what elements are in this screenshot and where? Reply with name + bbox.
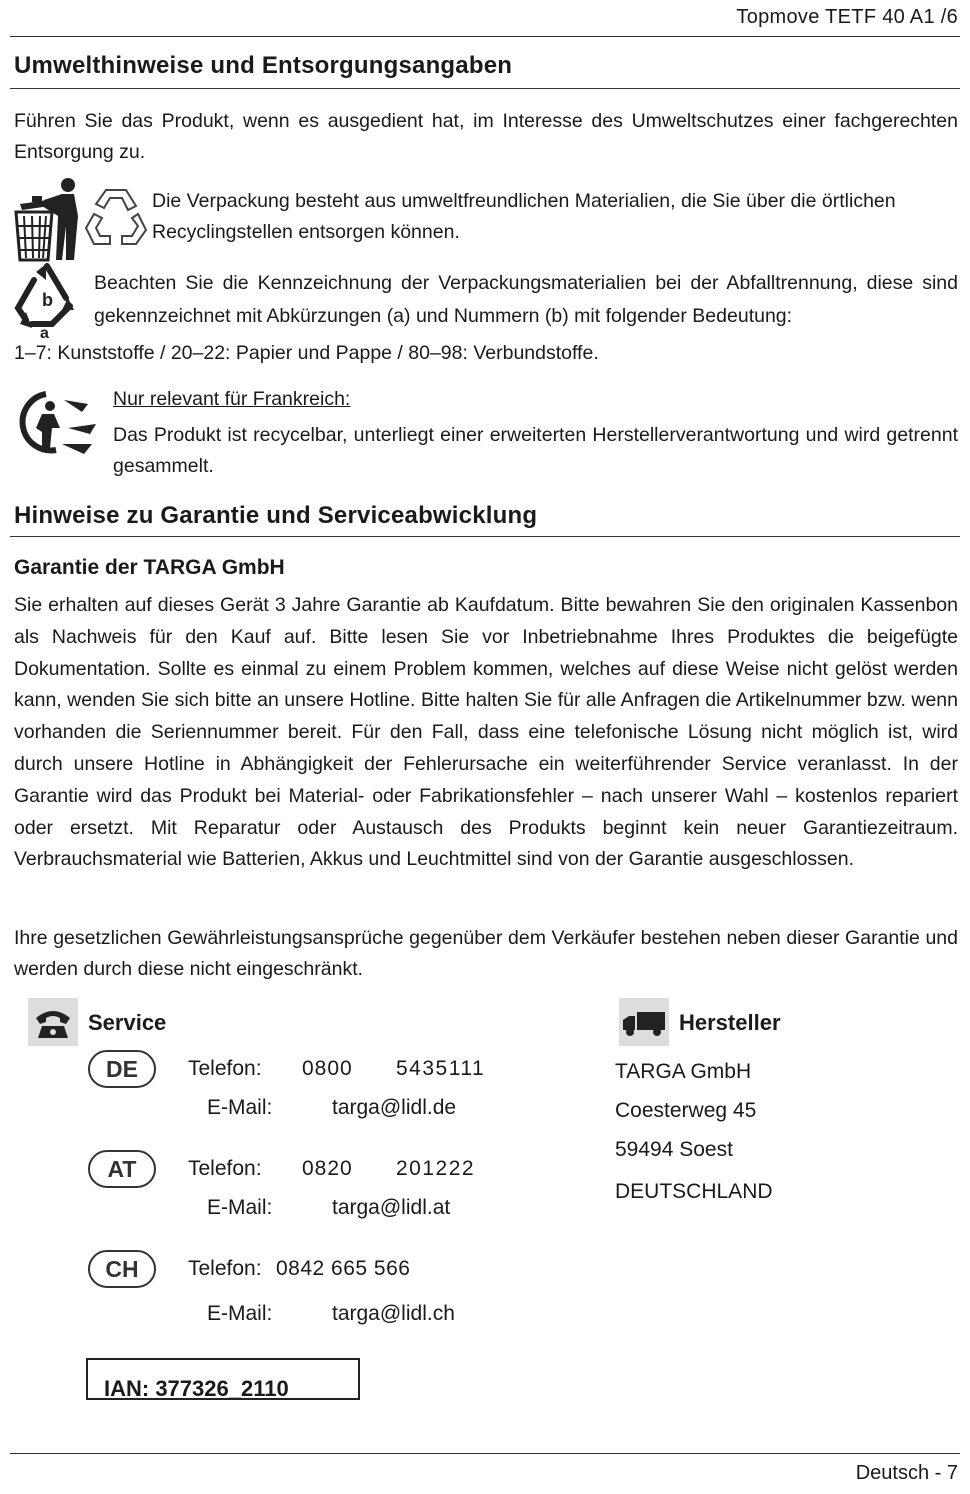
country-badge-at: AT bbox=[88, 1150, 156, 1188]
phone-label: Telefon: bbox=[188, 1057, 262, 1080]
header-rule bbox=[10, 36, 960, 37]
manufacturer-line: DEUTSCHLAND bbox=[615, 1180, 773, 1203]
manufacturer-line: TARGA GmbH bbox=[615, 1060, 752, 1083]
country-badge-ch: CH bbox=[88, 1250, 156, 1288]
france-text: Das Produkt ist recycelbar, unterliegt einer erweiterten Herstellerverantwortung und wird getrennt gesammelt. bbox=[113, 424, 958, 477]
recycling-code-icon bbox=[12, 262, 82, 340]
country-badge-de: DE bbox=[88, 1050, 156, 1088]
truck-icon bbox=[619, 998, 669, 1046]
email-label: E-Mail: bbox=[207, 1196, 273, 1219]
phone-prefix: 0820 bbox=[302, 1157, 353, 1180]
phone-icon bbox=[28, 998, 78, 1046]
phone-number: 201222 bbox=[396, 1157, 476, 1180]
recycle-code-b: b bbox=[42, 290, 53, 310]
email-label: E-Mail: bbox=[207, 1302, 273, 1325]
service-title: Service bbox=[88, 1010, 167, 1035]
warranty-subtitle: Garantie der TARGA GmbH bbox=[14, 556, 285, 579]
packaging-text: Die Verpackung besteht aus umweltfreundlichen Materialien, die Sie über die örtlichen Recyclingstellen entsorgen können. bbox=[152, 190, 896, 243]
section-rule bbox=[10, 88, 960, 89]
phone-prefix: 0800 bbox=[302, 1057, 353, 1080]
phone-number: 0842 665 566 bbox=[276, 1257, 411, 1280]
phone-label: Telefon: bbox=[188, 1157, 262, 1180]
france-label: Nur relevant für Frankreich: bbox=[113, 388, 351, 410]
waste-bin-icon bbox=[12, 176, 82, 262]
section-title-environment: Umwelthinweise und Entsorgungsangaben bbox=[14, 52, 513, 79]
recycle-code-a: a bbox=[40, 325, 49, 340]
ian-box: IAN: 377326_2110 bbox=[86, 1358, 360, 1400]
page-footer: Deutsch - 7 bbox=[855, 1462, 958, 1484]
footer-rule bbox=[10, 1453, 960, 1454]
manufacturer-line: 59494 Soest bbox=[615, 1138, 733, 1161]
email-address[interactable]: targa@lidl.de bbox=[332, 1096, 457, 1119]
section-rule-warranty bbox=[10, 536, 960, 537]
warranty-paragraph-2: Ihre gesetzlichen Gewährleistungsansprüche gegenüber dem Verkäufer bestehen neben dieser Garantie und werden durch diese nicht eingeschränkt. bbox=[14, 927, 958, 980]
environment-intro: Führen Sie das Produkt, wenn es ausgedient hat, im Interesse des Umweltschutzes einer fachgerechten Entsorgung zu. bbox=[14, 110, 958, 163]
section-title-warranty: Hinweise zu Garantie und Serviceabwicklung bbox=[14, 502, 538, 529]
running-header: Topmove TETF 40 A1 /6 bbox=[736, 6, 958, 28]
warranty-paragraph-1: Sie erhalten auf dieses Gerät 3 Jahre Garantie ab Kaufdatum. Bitte bewahren Sie den originalen Kassenbon als Nachweis für den Kauf auf. Bitte lesen Sie vor Inbetriebnahme Ihres Produktes die beigefügte Dokumentation. Sollte es einmal zu einem Problem kommen, welches auf diese Weise nicht gelöst werden kann, wenden Sie sich bitte an unsere Hotline. Bitte halten Sie für alle Anfragen die Artikelnummer bzw. wenn vorhanden die Seriennummer bereit. Für den Fall, dass eine telefonische Lösung nicht möglich ist, wird durch unsere Hotline in Abhängigkeit der Fehlerursache ein weiterführender Service veranlasst. In der Garantie wird das Produkt bei Material- oder Fabrikationsfehler – nach unserer Wahl – kostenlos repariert oder ersetzt. Mit Reparatur oder Austausch des Produkts beginnt kein neuer Garantiezeitraum. Verbrauchsmaterial wie Batterien, Akkus und Leuchtmittel sind von der Garantie ausgeschlossen. bbox=[14, 594, 958, 871]
email-address[interactable]: targa@lidl.ch bbox=[332, 1302, 455, 1325]
recycle-outline-icon bbox=[84, 184, 148, 248]
manufacturer-title: Hersteller bbox=[679, 1010, 781, 1035]
marking-text: Beachten Sie die Kennzeichnung der Verpackungsmaterialien bei der Abfalltrennung, diese sind gekennzeichnet mit Abkürzungen (a) und Nummern (b) mit folgender Bedeutung: bbox=[94, 272, 958, 327]
phone-label: Telefon: bbox=[188, 1257, 262, 1280]
email-label: E-Mail: bbox=[207, 1096, 273, 1119]
manufacturer-line: Coesterweg 45 bbox=[615, 1099, 757, 1122]
phone-number: 5435111 bbox=[396, 1057, 486, 1080]
triman-icon bbox=[16, 388, 102, 458]
email-address[interactable]: targa@lidl.at bbox=[332, 1196, 451, 1219]
recycling-codes: 1–7: Kunststoffe / 20–22: Papier und Pappe / 80–98: Verbundstoffe. bbox=[14, 342, 599, 364]
